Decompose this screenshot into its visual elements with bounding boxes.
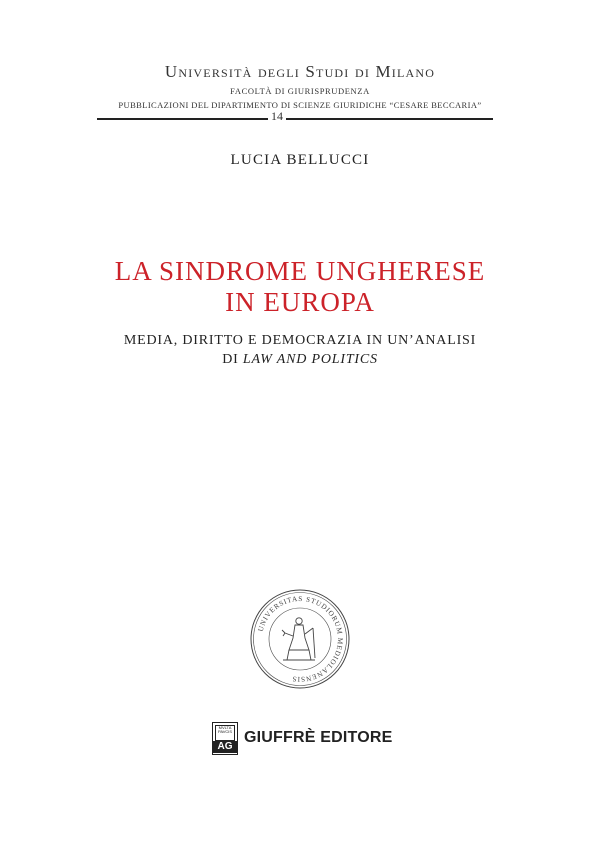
subtitle-line-2 bbox=[0, 352, 600, 368]
publisher-block bbox=[212, 721, 393, 755]
seal-text: UNIVERSITAS STUDIORUM MEDIOLANENSIS bbox=[256, 594, 345, 684]
header-rule-right bbox=[286, 118, 493, 120]
author-name: LUCIA BELLUCCI bbox=[230, 152, 370, 168]
subtitle-line-2-prefix: DI bbox=[222, 352, 243, 367]
publisher-logo-icon bbox=[212, 722, 238, 755]
subtitle-line-1: MEDIA, DIRITTO E DEMOCRAZIA IN UN’ANALISI bbox=[123, 333, 477, 348]
publisher-name: GIUFFRÈ EDITORE bbox=[244, 729, 393, 746]
faculty-name: FACOLTÀ DI GIURISPRUDENZA bbox=[230, 86, 370, 96]
book-title-line-2: IN EUROPA bbox=[225, 287, 375, 317]
header-rule-left bbox=[97, 118, 268, 120]
university-name: Università degli Studi di Milano bbox=[164, 62, 436, 81]
university-seal-icon bbox=[249, 588, 351, 690]
series-number: 14 bbox=[271, 109, 283, 123]
book-title-line-1: LA SINDROME UNGHERESE bbox=[114, 256, 486, 286]
publisher-logo-initials: AG bbox=[213, 741, 237, 753]
series-name: PUBBLICAZIONI DEL DIPARTIMENTO DI SCIENZE GIURIDICHE “CESARE BECCARIA” bbox=[118, 100, 482, 110]
publisher-logo-motto: MVLTA PAVCIS bbox=[215, 725, 235, 741]
subtitle-line-2-italic: LAW AND POLITICS bbox=[242, 352, 378, 367]
